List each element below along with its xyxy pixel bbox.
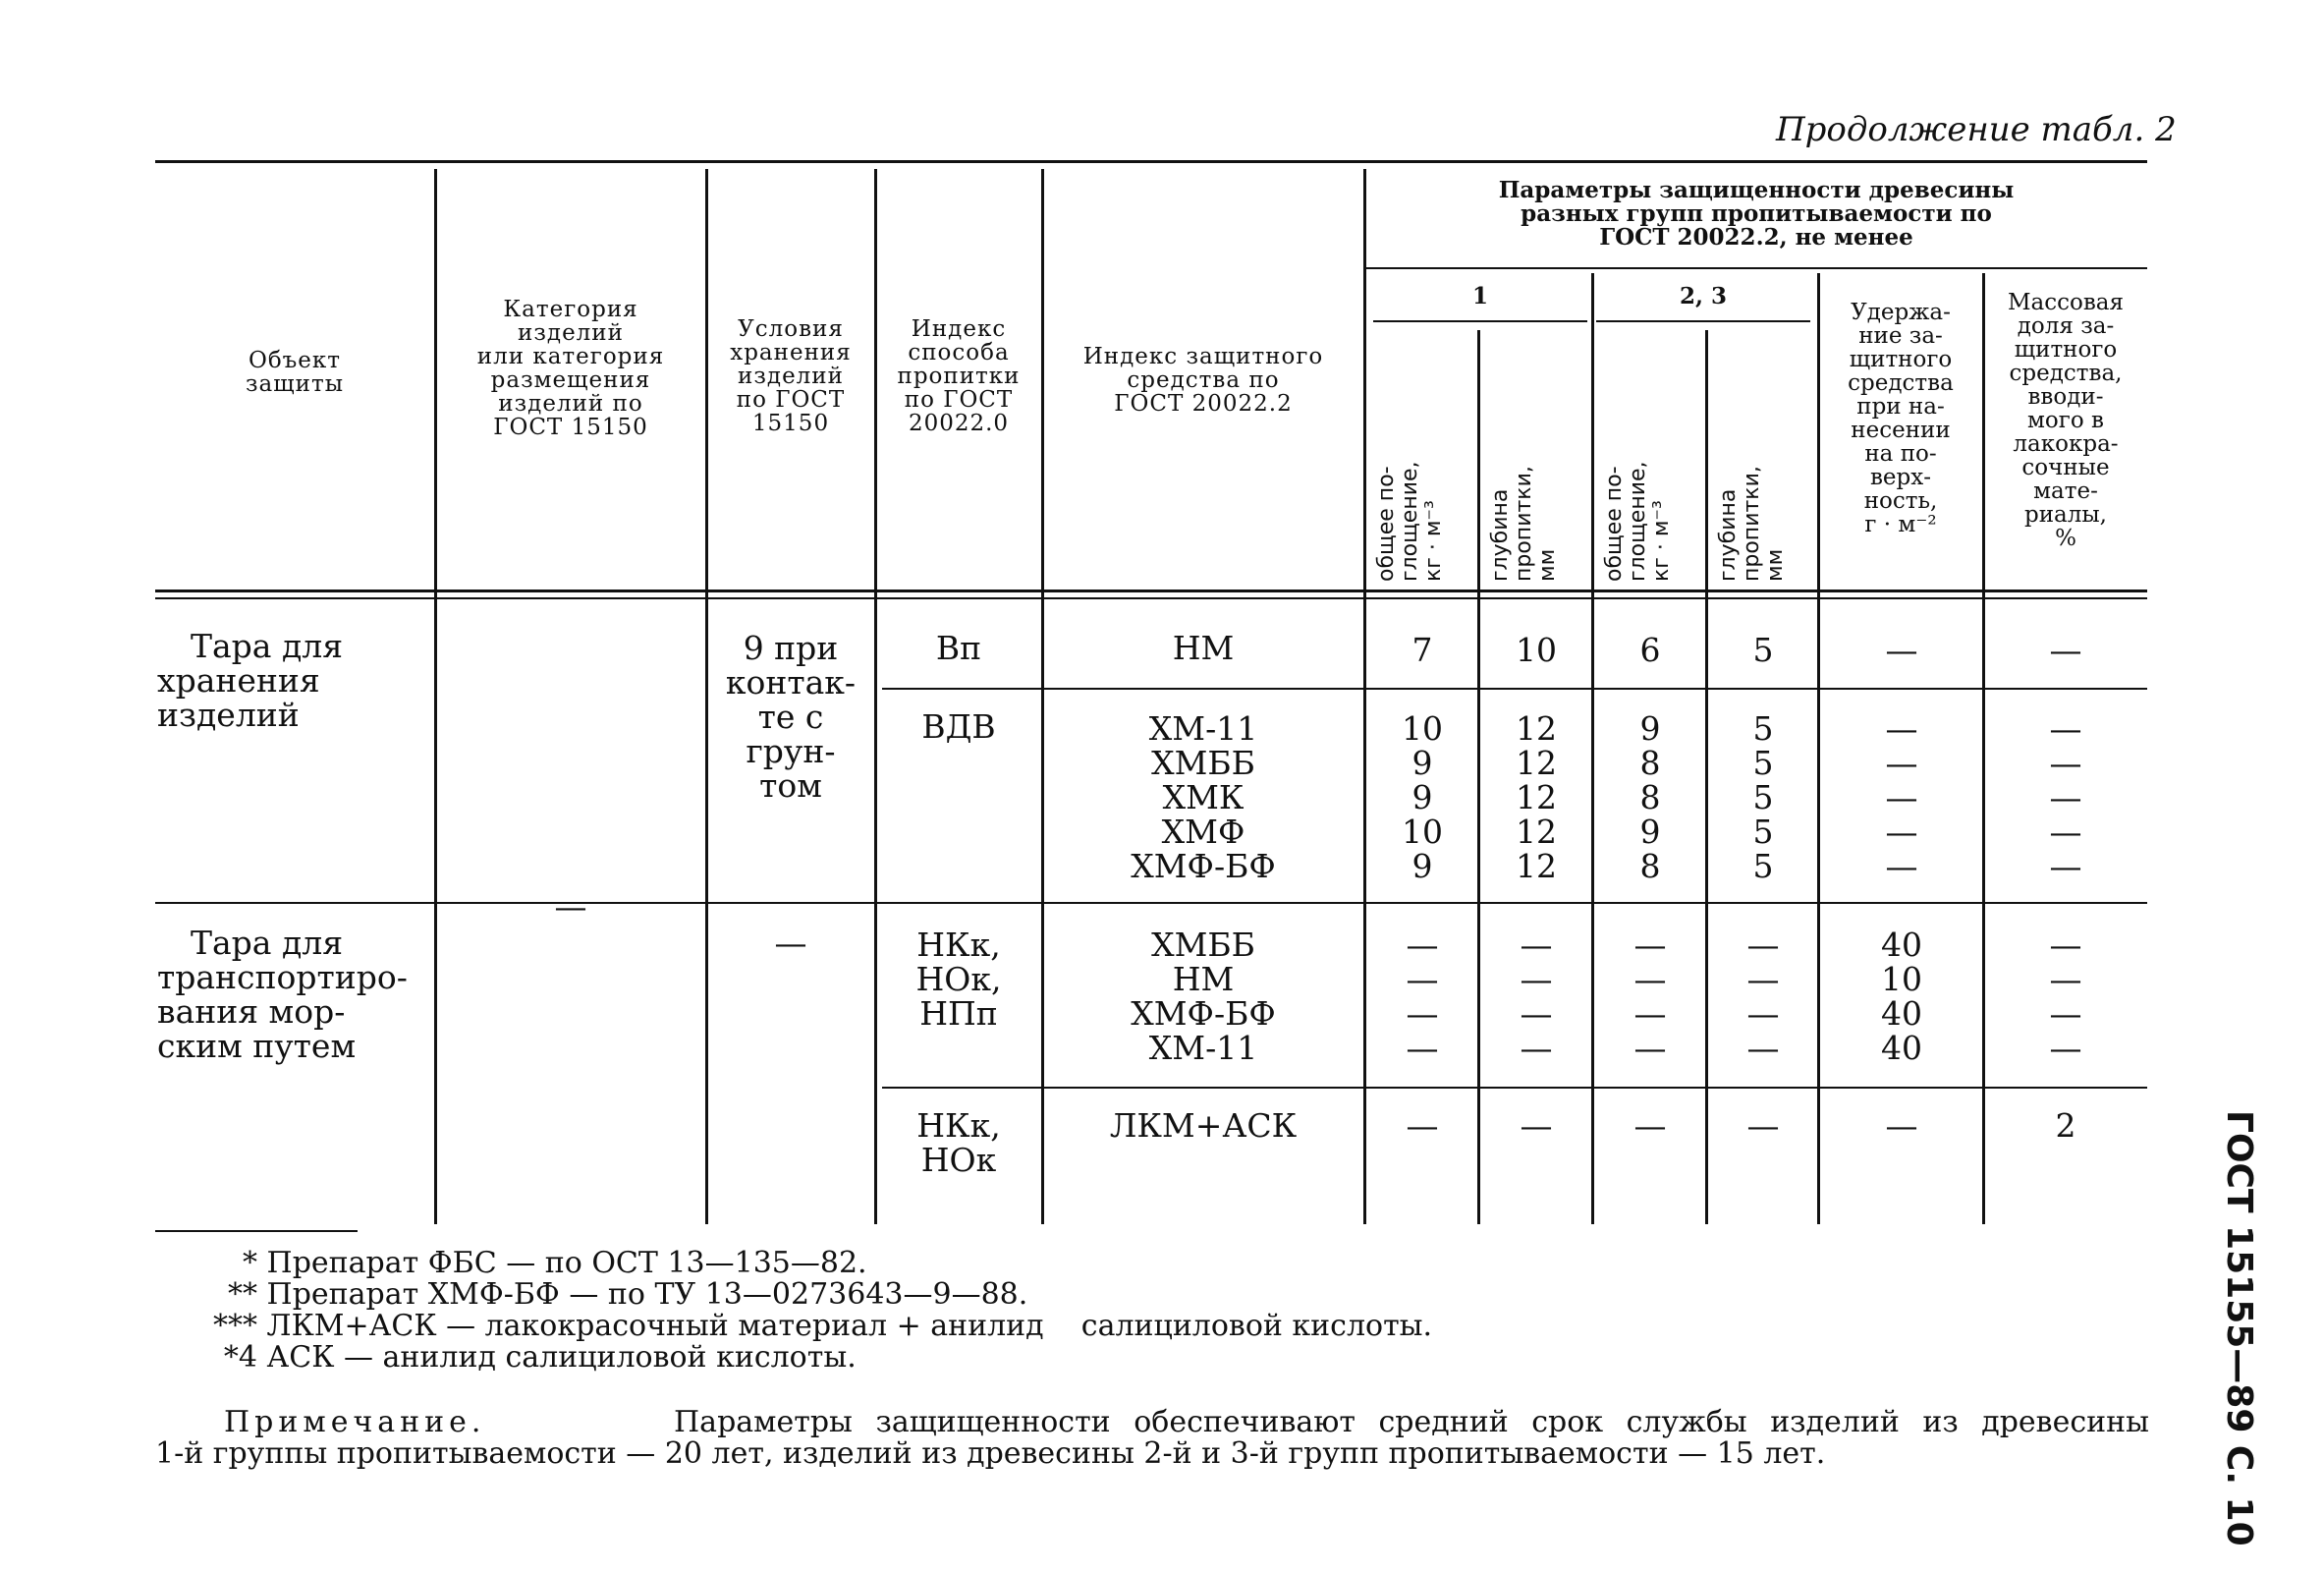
header-g23-depth: глубина пропитки, мм xyxy=(1716,466,1788,582)
row4-g23-depth: — xyxy=(1746,1106,1780,1145)
col-line-2 xyxy=(705,169,708,1224)
row4-agent: ЛКМ+АСК xyxy=(1109,1106,1298,1145)
row3-g1-abs: — — — — xyxy=(1406,926,1439,1067)
header-retention: Удержа- ние за- щитного средства при на- несении на по- верх- ность, г · м⁻² xyxy=(1848,300,1954,537)
note xyxy=(155,1407,2149,1470)
footnote-3: *** ЛКМ+АСК — лакокрасочный материал + анилид салициловой кислоты. xyxy=(213,1309,1433,1343)
col-line-4 xyxy=(1041,169,1044,1224)
footnote-1: * Препарат ФБС — по ОСТ 13—135—82. xyxy=(243,1246,867,1280)
row3-g23-abs: — — — — xyxy=(1633,926,1667,1067)
row1-mass: — xyxy=(2049,631,2082,669)
side-label: ГОСТ 15155—89 С. 10 xyxy=(2219,1110,2259,1546)
note-line1: Параметры защищенности обеспечивают средний срок службы изделий из древесины xyxy=(674,1405,2149,1439)
col-line-6 xyxy=(1477,330,1480,1224)
footnote-rule xyxy=(155,1230,358,1232)
row3-agents: ХМББ НМ ХМФ-БФ ХМ-11 xyxy=(1131,926,1276,1067)
footnote-2: ** Препарат ХМФ-БФ — по ТУ 13—0273643—9—88. xyxy=(228,1277,1028,1312)
row2-agents: ХМ-11 ХМББ ХМК ХМФ ХМФ-БФ xyxy=(1131,709,1276,885)
row1-g23-depth: 5 xyxy=(1752,631,1774,669)
col-line-5 xyxy=(1363,169,1366,1224)
header-bottom-border-2 xyxy=(155,597,2147,599)
row2-g23-abs: 9 8 8 9 8 xyxy=(1639,709,1661,885)
row1-g23-abs: 6 xyxy=(1639,631,1661,669)
row3-mass: — — — — xyxy=(2049,926,2082,1067)
storage-object: Тара для хранения изделий xyxy=(157,627,344,734)
header-mass: Массовая доля за- щитного средства, вводи- мого в лакокра- сочные мате- риалы, % xyxy=(2007,290,2125,551)
row2-g23-depth: 5 5 5 5 5 xyxy=(1752,709,1774,885)
row1-retention: — xyxy=(1885,631,1918,669)
header-category: Категория изделий или категория размещения изделий по ГОСТ 15150 xyxy=(476,297,665,440)
group1-divider xyxy=(1373,320,1587,322)
row3-divider xyxy=(882,1087,2147,1089)
header-g23-absorption: общее по- глощение, кг · м⁻³ xyxy=(1602,461,1674,582)
col-line-10 xyxy=(1982,273,1985,1224)
header-params: Параметры защищенности древесины разных групп пропитываемости по ГОСТ 20022.2, не менее xyxy=(1498,177,2015,251)
header-bottom-border xyxy=(155,590,2147,592)
page-title: Продолжение табл. 2 xyxy=(1776,110,2177,149)
header-g1-depth: глубина пропитки, мм xyxy=(1488,466,1560,582)
row4-retention: — xyxy=(1885,1106,1918,1145)
row3-g1-depth: — — — — xyxy=(1520,926,1553,1067)
row4-g1-abs: — xyxy=(1406,1106,1439,1145)
group23-divider xyxy=(1596,320,1810,322)
col-line-9 xyxy=(1817,273,1820,1224)
col-line-7 xyxy=(1591,273,1594,1224)
row2-retention: — — — — — xyxy=(1885,709,1918,885)
header-object: Объект защиты xyxy=(246,348,344,397)
header-group-1: 1 xyxy=(1471,283,1488,309)
row4-method: НКк, НОк xyxy=(916,1106,1001,1179)
footnotes xyxy=(177,1248,1748,1374)
header-method: Индекс способа пропитки по ГОСТ 20022.0 xyxy=(897,316,1021,436)
header-agent: Индекс защитного средства по ГОСТ 20022.2 xyxy=(1082,344,1324,417)
col-line-1 xyxy=(434,169,437,1224)
note-label: Примечание. xyxy=(224,1405,486,1439)
table-top-border xyxy=(155,160,2147,163)
row1-g1-abs: 7 xyxy=(1411,631,1433,669)
row1-divider xyxy=(882,688,2147,690)
row1-g1-depth: 10 xyxy=(1516,631,1557,669)
transport-conditions: — xyxy=(774,924,807,962)
header-conditions: Условия хранения изделий по ГОСТ 15150 xyxy=(730,316,852,436)
col-line-8 xyxy=(1705,330,1708,1224)
category-dash: — xyxy=(554,887,587,926)
row2-g1-depth: 12 12 12 12 12 xyxy=(1516,709,1557,885)
params-divider xyxy=(1365,267,2147,269)
row3-g23-depth: — — — — xyxy=(1746,926,1780,1067)
row1-method: Вп xyxy=(935,629,982,667)
transport-object: Тара для транспортиро- вания мор- ским путем xyxy=(157,924,408,1065)
row3-method: НКк, НОк, НПп xyxy=(915,926,1002,1033)
footnote-4: *4 АСК — анилид салициловой кислоты. xyxy=(223,1340,857,1375)
row4-g1-depth: — xyxy=(1520,1106,1553,1145)
header-g1-absorption: общее по- глощение, кг · м⁻³ xyxy=(1374,461,1446,582)
row4-g23-abs: — xyxy=(1633,1106,1667,1145)
row1-agent: НМ xyxy=(1172,629,1235,667)
row2-method: ВДВ xyxy=(921,707,996,746)
row2-mass: — — — — — xyxy=(2049,709,2082,885)
row4-mass: 2 xyxy=(2055,1106,2076,1145)
row3-retention: 40 10 40 40 xyxy=(1881,926,1922,1067)
row2-g1-abs: 10 9 9 10 9 xyxy=(1402,709,1443,885)
header-group-2-3: 2, 3 xyxy=(1679,283,1728,309)
note-line2: 1-й группы пропитываемости — 20 лет, изделий из древесины 2-й и 3-й групп пропитываемости — 15 лет. xyxy=(155,1436,1826,1471)
col-line-3 xyxy=(874,169,877,1224)
storage-conditions: 9 при контак- те с грун- том xyxy=(725,629,857,805)
